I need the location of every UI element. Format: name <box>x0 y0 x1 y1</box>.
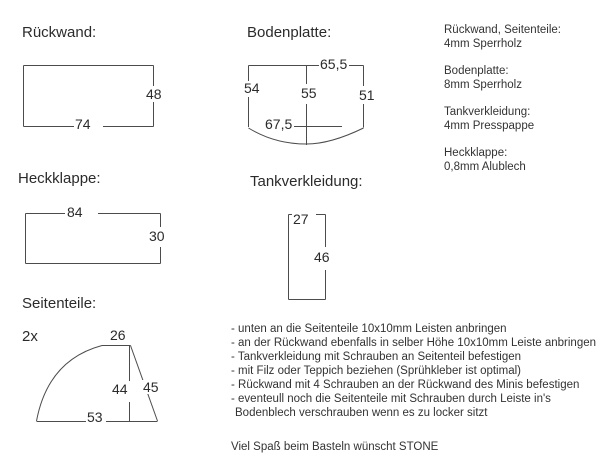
material-entry <box>444 106 561 133</box>
dim-seitenteile-bottom: 53 <box>87 409 103 425</box>
material-value: 4mm Presspappe <box>444 119 535 132</box>
instruction-line: - unten an die Seitenteile 10x10mm Leisten anbringen <box>231 323 507 335</box>
material-entry <box>444 147 561 174</box>
material-value: 0,8mm Alublech <box>444 160 526 173</box>
dim-tankverkleidung-right: 46 <box>314 249 330 265</box>
material-entry <box>444 65 561 92</box>
material-entry <box>444 24 561 51</box>
material-label: Rückwand, Seitenteile: <box>444 24 561 36</box>
dim-seitenteile-top: 26 <box>110 327 126 343</box>
material-label: Heckklappe: <box>444 147 508 159</box>
dim-rueckwand-height: 48 <box>146 86 162 102</box>
dim-heckklappe-height: 30 <box>149 228 165 244</box>
assembly-instructions <box>231 322 596 420</box>
section-title-bodenplatte: Bodenplatte: <box>247 24 332 41</box>
dim-seitenteile-right: 45 <box>143 379 159 395</box>
dim-bodenplatte-bottom: 67,5 <box>265 116 293 132</box>
instruction-line: - Tankverkleidung mit Schrauben an Seitenteil befestigen <box>231 351 522 363</box>
seitenteile-quantity: 2x <box>22 328 38 345</box>
dim-bodenplatte-right: 51 <box>359 87 375 103</box>
material-label: Tankverkleidung: <box>444 106 531 118</box>
instruction-line: Bodenblech verschrauben wenn es zu locker sitzt <box>235 407 488 419</box>
bodenplatte-outline <box>249 66 364 146</box>
section-title-seitenteile: Seitenteile: <box>22 295 97 312</box>
material-value: 4mm Sperrholz <box>444 37 522 50</box>
instruction-line: - an der Rückwand ebenfalls in selber Höhe 10x10mm Leiste anbringen <box>231 337 597 349</box>
instruction-line: - mit Filz oder Teppich beziehen (Sprühkleber ist optimal) <box>231 365 521 377</box>
footer-note: Viel Spaß beim Basteln wünscht STONE <box>231 441 439 453</box>
dim-bodenplatte-middle: 55 <box>301 85 317 101</box>
heckklappe-outline <box>26 214 161 264</box>
material-value: 8mm Sperrholz <box>444 78 522 91</box>
dim-rueckwand-width: 74 <box>75 116 91 132</box>
dim-tankverkleidung-top: 27 <box>293 211 309 227</box>
instruction-line: - Rückwand mit 4 Schrauben an der Rückwand des Minis befestigen <box>231 379 580 391</box>
materials-legend <box>444 24 561 188</box>
dim-bodenplatte-left: 54 <box>244 80 260 96</box>
dim-seitenteile-middle: 44 <box>112 381 128 397</box>
section-title-rueckwand: Rückwand: <box>22 24 97 41</box>
section-title-heckklappe: Heckklappe: <box>18 170 101 187</box>
section-title-tankverkleidung: Tankverkleidung: <box>250 173 363 190</box>
material-label: Bodenplatte: <box>444 65 509 77</box>
dim-heckklappe-width: 84 <box>67 204 83 220</box>
instruction-line: - eventeull noch die Seitenteile mit Schrauben durch Leiste in's <box>231 393 551 405</box>
dim-bodenplatte-top: 65,5 <box>320 56 348 72</box>
